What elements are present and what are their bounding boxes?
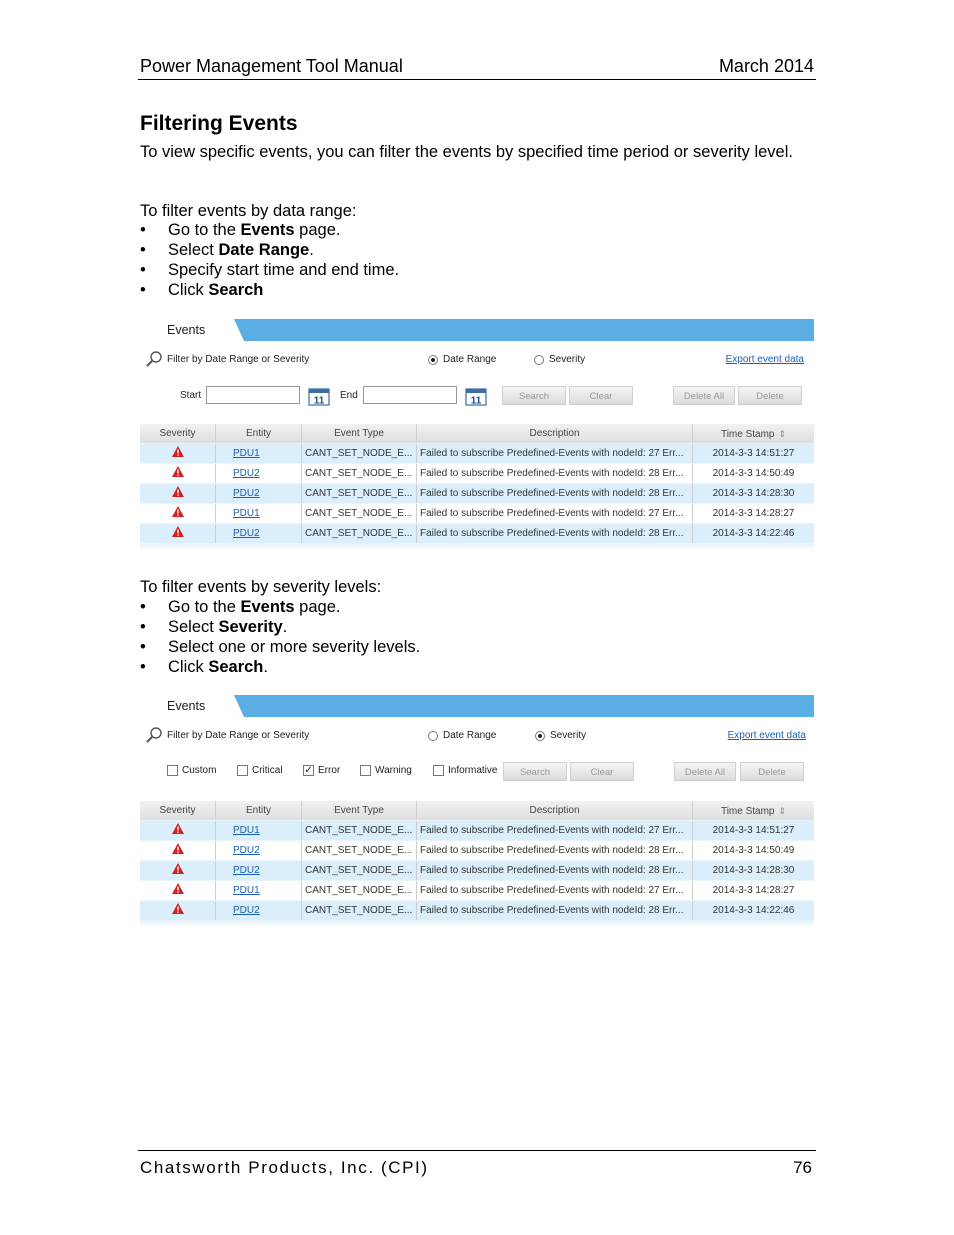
events-panel-date-range xyxy=(140,319,814,555)
time-stamp-cell: 2014-3-3 14:28:30 xyxy=(712,488,795,499)
table-row[interactable] xyxy=(140,881,814,901)
table-row[interactable] xyxy=(140,524,814,544)
time-stamp-cell: 2014-3-3 14:28:27 xyxy=(712,508,795,519)
events-table xyxy=(140,801,814,927)
entity-link[interactable]: PDU1 xyxy=(233,508,260,519)
warning-icon xyxy=(171,445,185,458)
severity-cell xyxy=(140,484,216,503)
col-severity[interactable]: Severity xyxy=(140,801,216,820)
delete-button[interactable]: Delete xyxy=(738,386,802,405)
col-description[interactable]: Description xyxy=(417,801,693,820)
entity-link[interactable]: PDU2 xyxy=(233,468,260,479)
event-type-cell: CANT_SET_NODE_E... xyxy=(302,881,417,900)
step-item: • Click Search xyxy=(140,281,264,299)
table-row[interactable] xyxy=(140,504,814,524)
search-icon xyxy=(145,726,163,744)
event-type-cell: CANT_SET_NODE_E... xyxy=(302,504,417,523)
filter-label: Filter by Date Range or Severity xyxy=(167,354,310,365)
description-cell: Failed to subscribe Predefined-Events with nodeId: 27 Err... xyxy=(417,881,693,900)
footer-company: Chatsworth Products, Inc. (CPI) xyxy=(140,1158,429,1177)
table-row[interactable] xyxy=(140,841,814,861)
sort-icon[interactable]: ⇕ xyxy=(778,429,787,439)
panel-header xyxy=(140,319,814,341)
severity-cell xyxy=(140,861,216,880)
event-type-cell: CANT_SET_NODE_E... xyxy=(302,444,417,463)
severity-cell xyxy=(140,524,216,543)
severity-cell xyxy=(140,464,216,483)
entity-cell xyxy=(216,524,302,543)
step-item: • Go to the Events page. xyxy=(140,221,341,239)
checkbox-informative[interactable]: Informative xyxy=(433,765,497,776)
export-event-data-link[interactable]: Export event data xyxy=(725,354,804,365)
step-item: • Select Severity. xyxy=(140,618,288,636)
description-cell: Failed to subscribe Predefined-Events with nodeId: 28 Err... xyxy=(417,841,693,860)
delete-button[interactable]: Delete xyxy=(740,762,804,781)
step-item: • Select one or more severity levels. xyxy=(140,638,421,656)
checkmark-icon: ✓ xyxy=(304,765,313,776)
table-row[interactable] xyxy=(140,901,814,921)
time-stamp-cell: 2014-3-3 14:28:30 xyxy=(712,865,795,876)
entity-link[interactable]: PDU1 xyxy=(233,825,260,836)
start-date-input[interactable] xyxy=(206,386,300,404)
entity-link[interactable]: PDU1 xyxy=(233,448,260,459)
entity-cell xyxy=(216,464,302,483)
col-event-type[interactable]: Event Type xyxy=(302,801,417,820)
bullet: • xyxy=(140,658,146,676)
col-time-stamp[interactable]: Time Stamp ⇕ xyxy=(720,806,787,817)
warning-icon xyxy=(171,525,185,538)
manual-date: March 2014 xyxy=(718,56,814,76)
time-stamp-cell: 2014-3-3 14:51:27 xyxy=(712,825,795,836)
filter-label: Filter by Date Range or Severity xyxy=(167,730,310,741)
radio-date-range[interactable]: Date Range xyxy=(428,354,496,365)
table-row[interactable] xyxy=(140,484,814,504)
col-entity[interactable]: Entity xyxy=(216,801,302,820)
time-stamp-cell: 2014-3-3 14:50:49 xyxy=(712,845,795,856)
checkbox-critical[interactable]: Critical xyxy=(237,765,283,776)
entity-cell xyxy=(216,861,302,880)
col-entity[interactable]: Entity xyxy=(216,424,302,443)
col-severity[interactable]: Severity xyxy=(140,424,216,443)
radio-severity[interactable]: Severity xyxy=(535,730,586,741)
col-description[interactable]: Description xyxy=(417,424,693,443)
time-stamp-cell: 2014-3-3 14:51:27 xyxy=(712,448,795,459)
description-cell: Failed to subscribe Predefined-Events with nodeId: 28 Err... xyxy=(417,901,693,920)
footer-rule xyxy=(138,1150,816,1151)
severity-lead: To filter events by severity levels: xyxy=(140,578,382,596)
severity-cell xyxy=(140,901,216,920)
events-table xyxy=(140,424,814,550)
panel-title: Events xyxy=(167,323,206,337)
table-row[interactable] xyxy=(140,861,814,881)
severity-cell xyxy=(140,881,216,900)
clear-button[interactable]: Clear xyxy=(569,386,633,405)
time-stamp-cell: 2014-3-3 14:50:49 xyxy=(712,468,795,479)
col-time-stamp[interactable]: Time Stamp ⇕ xyxy=(720,429,787,440)
date-range-steps xyxy=(140,220,399,300)
description-cell: Failed to subscribe Predefined-Events with nodeId: 27 Err... xyxy=(417,444,693,463)
description-cell: Failed to subscribe Predefined-Events with nodeId: 28 Err... xyxy=(417,861,693,880)
col-event-type[interactable]: Event Type xyxy=(302,424,417,443)
page-number: 76 xyxy=(793,1158,812,1177)
entity-link[interactable]: PDU2 xyxy=(233,845,260,856)
time-stamp-cell: 2014-3-3 14:28:27 xyxy=(712,885,795,896)
events-panel-severity xyxy=(140,695,814,931)
severity-cell xyxy=(140,444,216,463)
entity-link[interactable]: PDU2 xyxy=(233,528,260,539)
warning-icon xyxy=(171,822,185,835)
description-cell: Failed to subscribe Predefined-Events with nodeId: 28 Err... xyxy=(417,464,693,483)
warning-icon xyxy=(171,882,185,895)
severity-cell xyxy=(140,841,216,860)
warning-icon xyxy=(171,862,185,875)
table-fade xyxy=(140,921,814,927)
severity-cell xyxy=(140,821,216,840)
search-icon xyxy=(145,350,163,368)
event-type-cell: CANT_SET_NODE_E... xyxy=(302,841,417,860)
table-header xyxy=(140,424,814,444)
entity-link[interactable]: PDU2 xyxy=(233,488,260,499)
end-label: End xyxy=(340,390,358,401)
bullet: • xyxy=(140,281,146,299)
bullet: • xyxy=(140,618,146,636)
entity-link[interactable]: PDU1 xyxy=(233,885,260,896)
event-type-cell: CANT_SET_NODE_E... xyxy=(302,821,417,840)
event-type-cell: CANT_SET_NODE_E... xyxy=(302,464,417,483)
delete-all-button[interactable]: Delete All xyxy=(674,762,736,781)
table-row[interactable] xyxy=(140,464,814,484)
calendar-icon[interactable] xyxy=(465,386,487,406)
panel-header xyxy=(140,695,814,717)
sort-icon[interactable]: ⇕ xyxy=(778,806,787,816)
warning-icon xyxy=(171,505,185,518)
search-button[interactable]: Search xyxy=(502,386,566,405)
section-intro: To view specific events, you can filter the events by specified time period or severity level. xyxy=(140,143,793,161)
search-button[interactable]: Search xyxy=(503,762,567,781)
checkbox-warning[interactable]: Warning xyxy=(360,765,412,776)
radio-date-range[interactable]: Date Range xyxy=(428,730,496,741)
entity-cell xyxy=(216,821,302,840)
panel-header-bar xyxy=(140,695,814,717)
bullet: • xyxy=(140,241,146,259)
warning-icon xyxy=(171,485,185,498)
description-cell: Failed to subscribe Predefined-Events with nodeId: 27 Err... xyxy=(417,504,693,523)
table-header xyxy=(140,801,814,821)
bullet: • xyxy=(140,638,146,656)
bullet: • xyxy=(140,598,146,616)
svg-text:11: 11 xyxy=(470,395,482,406)
entity-cell xyxy=(216,444,302,463)
radio-severity[interactable]: Severity xyxy=(534,354,585,365)
description-cell: Failed to subscribe Predefined-Events with nodeId: 28 Err... xyxy=(417,484,693,503)
manual-title: Power Management Tool Manual xyxy=(140,56,403,76)
time-stamp-cell: 2014-3-3 14:22:46 xyxy=(712,528,795,539)
entity-link[interactable]: PDU2 xyxy=(233,865,260,876)
checkbox-error[interactable]: ✓ Error xyxy=(304,765,341,776)
delete-all-button[interactable]: Delete All xyxy=(673,386,735,405)
step-item: • Select Date Range. xyxy=(140,241,314,259)
panel-title: Events xyxy=(167,699,206,713)
step-item: • Click Search. xyxy=(140,658,268,676)
step-item: • Specify start time and end time. xyxy=(140,261,400,279)
start-label: Start xyxy=(180,390,202,401)
entity-cell xyxy=(216,504,302,523)
table-fade xyxy=(140,544,814,550)
warning-icon xyxy=(171,842,185,855)
description-cell: Failed to subscribe Predefined-Events with nodeId: 27 Err... xyxy=(417,821,693,840)
event-type-cell: CANT_SET_NODE_E... xyxy=(302,901,417,920)
end-date-input[interactable] xyxy=(363,386,457,404)
severity-steps xyxy=(140,597,420,677)
bullet: • xyxy=(140,221,146,239)
entity-cell xyxy=(216,901,302,920)
svg-text:11: 11 xyxy=(313,395,325,406)
export-event-data-link[interactable]: Export event data xyxy=(727,730,806,741)
event-type-cell: CANT_SET_NODE_E... xyxy=(302,524,417,543)
panel-header-bar xyxy=(140,319,814,341)
event-type-cell: CANT_SET_NODE_E... xyxy=(302,861,417,880)
table-row[interactable] xyxy=(140,444,814,464)
date-range-lead: To filter events by data range: xyxy=(140,202,357,220)
warning-icon xyxy=(171,902,185,915)
step-item: • Go to the Events page. xyxy=(140,598,341,616)
description-cell: Failed to subscribe Predefined-Events with nodeId: 28 Err... xyxy=(417,524,693,543)
entity-cell xyxy=(216,881,302,900)
calendar-icon[interactable] xyxy=(308,386,330,406)
header-rule xyxy=(138,79,816,80)
table-row[interactable] xyxy=(140,821,814,841)
section-title: Filtering Events xyxy=(140,112,298,135)
event-type-cell: CANT_SET_NODE_E... xyxy=(302,484,417,503)
clear-button[interactable]: Clear xyxy=(570,762,634,781)
checkbox-custom[interactable]: Custom xyxy=(167,765,216,776)
severity-cell xyxy=(140,504,216,523)
warning-icon xyxy=(171,465,185,478)
entity-link[interactable]: PDU2 xyxy=(233,905,260,916)
time-stamp-cell: 2014-3-3 14:22:46 xyxy=(712,905,795,916)
bullet: • xyxy=(140,261,146,279)
entity-cell xyxy=(216,484,302,503)
entity-cell xyxy=(216,841,302,860)
